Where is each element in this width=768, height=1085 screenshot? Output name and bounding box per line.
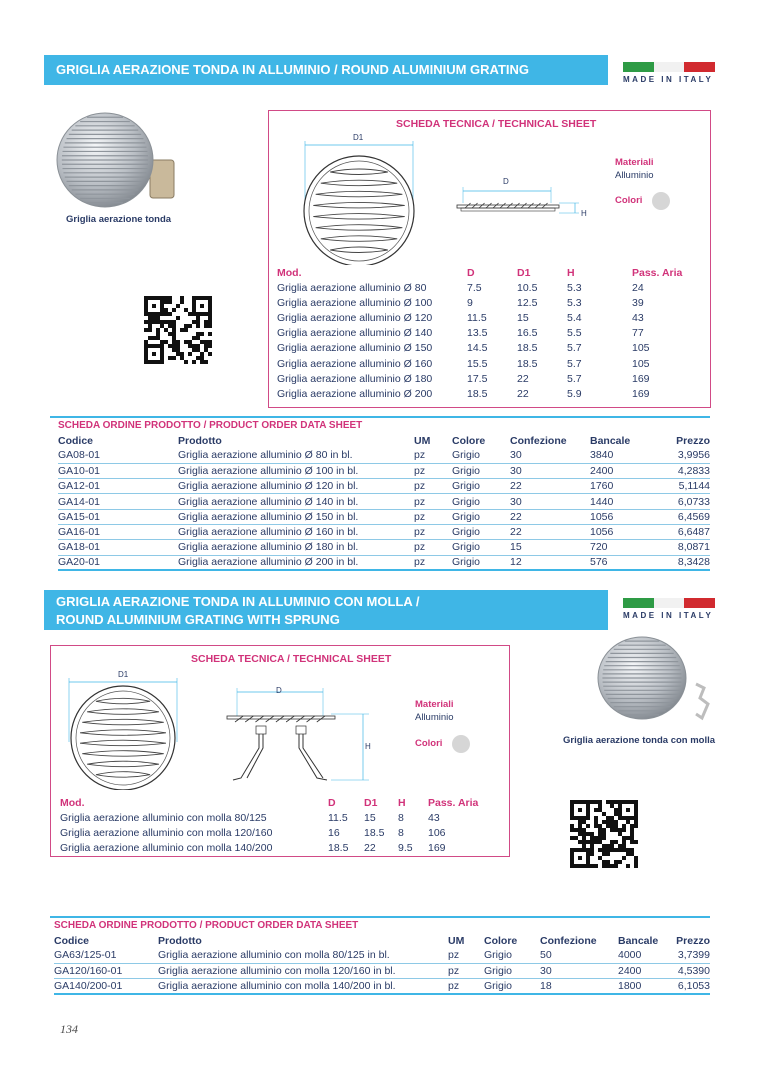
tech-table-row xyxy=(277,386,697,401)
tech-table-row-cell: 16 xyxy=(328,826,340,839)
spring-grating-side-drawing xyxy=(223,686,373,786)
tech-table-body-2 xyxy=(60,810,500,856)
tech-table-row-cell: 5.4 xyxy=(567,311,582,324)
order-table-row-cell: 576 xyxy=(590,555,660,570)
section2-photo-caption: Griglia aerazione tonda con molla xyxy=(563,735,716,746)
tech-table-row-cell: 106 xyxy=(428,826,446,839)
order-table-row-cell: pz xyxy=(414,555,452,570)
order-table-row-cell: Griglia aerazione alluminio Ø 80 in bl. xyxy=(178,448,414,463)
order-table-row-cell: GA63/125-01 xyxy=(54,948,158,963)
tech-table-row-cell: 15.5 xyxy=(467,357,488,370)
col-bancale-2: Bancale xyxy=(618,934,659,947)
tech-table-row-cell: 17.5 xyxy=(467,372,488,385)
tech-table-row-cell: 9.5 xyxy=(398,841,413,854)
dim-d-label: D xyxy=(503,177,509,186)
tech-table-row-cell: 15 xyxy=(364,811,376,824)
tech-table-row-cell: 12.5 xyxy=(517,296,538,309)
order-table-row-cell: 50 xyxy=(540,948,618,963)
order-table-row-cell: 6,4569 xyxy=(660,509,710,524)
tech-table-row-cell: Griglia aerazione alluminio con molla 80/125 xyxy=(60,811,267,824)
tech-sheet-title-2: SCHEDA TECNICA / TECHNICAL SHEET xyxy=(191,653,392,665)
tech-table-row-cell: 11.5 xyxy=(467,311,487,324)
order-table-header-2 xyxy=(54,933,710,948)
col-pass-aria-2: Pass. Aria xyxy=(428,796,479,809)
tech-table-row-cell: 169 xyxy=(428,841,446,854)
order-table-body xyxy=(58,448,710,570)
order-table-row-cell: Grigio xyxy=(452,555,510,570)
spring-grating-front-drawing xyxy=(63,672,183,790)
order-table-row-cell: 6,6487 xyxy=(660,524,710,539)
tech-table-row-cell: 5.7 xyxy=(567,372,582,385)
tech-table-row-cell: 18.5 xyxy=(517,357,538,370)
section1-banner: GRIGLIA AERAZIONE TONDA IN ALLUMINIO / ROUND ALUMINIUM GRATING xyxy=(44,55,608,85)
col-confezione: Confezione xyxy=(510,434,567,447)
order-table-row-cell: 8,0871 xyxy=(660,540,710,555)
order-table-body-2 xyxy=(54,948,710,994)
order-table-row-cell: pz xyxy=(414,540,452,555)
tech-table-row-cell: Griglia aerazione alluminio Ø 180 xyxy=(277,372,433,385)
order-table-row xyxy=(58,494,710,509)
tech-table-row-cell: Griglia aerazione alluminio Ø 160 xyxy=(277,357,433,370)
order-table-row xyxy=(58,555,710,570)
order-table-row-cell: 30 xyxy=(540,963,618,978)
tech-table-row-cell: Griglia aerazione alluminio Ø 80 xyxy=(277,281,427,294)
order-table-row-cell: 3840 xyxy=(590,448,660,463)
tech-table-row-cell: 105 xyxy=(632,342,650,355)
order-table-row-cell: 18 xyxy=(540,979,618,994)
order-table-row-cell: Griglia aerazione alluminio Ø 120 in bl. xyxy=(178,479,414,494)
tech-table-row-cell: 5.9 xyxy=(567,387,582,400)
section2-technical-sheet xyxy=(50,645,510,857)
order-table-row-cell: pz xyxy=(448,963,484,978)
tech-table-row-cell: 18.5 xyxy=(517,342,538,355)
tech-table-row-cell: 169 xyxy=(632,372,650,385)
tech-table-row-cell: 8 xyxy=(398,826,404,839)
order-table-row-cell: pz xyxy=(414,463,452,478)
tech-table-row-cell: 18.5 xyxy=(467,387,488,400)
tech-table-row-cell: 5.5 xyxy=(567,327,582,340)
order-table-row-cell: 4,5390 xyxy=(674,963,710,978)
tech-table-header xyxy=(277,265,697,280)
order-table-row-cell: Grigio xyxy=(452,479,510,494)
tech-table-row-cell: Griglia aerazione alluminio Ø 120 xyxy=(277,311,433,324)
order-table-row-cell: 22 xyxy=(510,524,590,539)
tech-table-row-cell: 13.5 xyxy=(467,327,488,340)
tech-table-row xyxy=(60,825,500,840)
col-prodotto: Prodotto xyxy=(178,434,222,447)
col-prodotto-2: Prodotto xyxy=(158,934,202,947)
tech-table-row-cell: Griglia aerazione alluminio con molla 120/160 xyxy=(60,826,273,839)
qr-code-2 xyxy=(570,800,638,868)
order-table-row-cell: Grigio xyxy=(484,948,540,963)
section1-photo-caption: Griglia aerazione tonda xyxy=(66,214,172,225)
order-table-row-cell: GA140/200-01 xyxy=(54,979,158,994)
order-divider-top-2 xyxy=(50,916,710,918)
order-table-row-cell: Griglia aerazione alluminio Ø 150 in bl. xyxy=(178,509,414,524)
tech-table-header-2 xyxy=(60,795,500,810)
tech-table-row-cell: 24 xyxy=(632,281,644,294)
tech-table-row-cell: 43 xyxy=(632,311,644,324)
tech-table-row-cell: Griglia aerazione alluminio con molla 140/200 xyxy=(60,841,273,854)
tech-table-row-cell: 16.5 xyxy=(517,327,538,340)
order-table-row-cell: GA10-01 xyxy=(58,463,178,478)
col-d-2: D xyxy=(328,796,336,809)
order-table-row-cell: 4,2833 xyxy=(660,463,710,478)
order-table-row-cell: Grigio xyxy=(452,509,510,524)
order-table-row xyxy=(58,524,710,539)
section2-order-table xyxy=(54,933,710,995)
order-table-row-cell: GA08-01 xyxy=(58,448,178,463)
order-table-row-cell: pz xyxy=(414,479,452,494)
order-table-row-cell: GA120/160-01 xyxy=(54,963,158,978)
dim-d1-label: D1 xyxy=(353,133,364,142)
order-table-row-cell: 1760 xyxy=(590,479,660,494)
tech-spec-table-2 xyxy=(60,795,500,856)
col-um-2: UM xyxy=(448,934,465,947)
tech-table-row-cell: 5.3 xyxy=(567,281,582,294)
tech-table-row-cell: Griglia aerazione alluminio Ø 100 xyxy=(277,296,433,309)
materiali-value-2: Alluminio xyxy=(415,712,454,723)
order-table-row-cell: 2400 xyxy=(590,463,660,478)
tech-table-row xyxy=(60,840,500,855)
tech-spec-table xyxy=(277,265,697,402)
tech-table-row-cell: Griglia aerazione alluminio Ø 150 xyxy=(277,342,433,355)
dim-h-label: H xyxy=(581,209,587,218)
order-table-row-cell: Griglia aerazione alluminio con molla 80/125 in bl. xyxy=(158,948,448,963)
order-table-row-cell: pz xyxy=(414,509,452,524)
grating-side-drawing xyxy=(449,181,589,231)
tech-table-row-cell: 77 xyxy=(632,327,644,340)
materiali-label: Materiali xyxy=(615,157,654,168)
col-codice: Codice xyxy=(58,434,94,447)
tech-table-row xyxy=(277,295,697,310)
order-table-row-cell: 6,1053 xyxy=(674,979,710,994)
order-table-row-cell: 1056 xyxy=(590,524,660,539)
colori-label: Colori xyxy=(615,195,643,206)
order-table-row-cell: 720 xyxy=(590,540,660,555)
tech-table-row-cell: 11.5 xyxy=(328,811,348,824)
order-table-row xyxy=(54,963,710,978)
order-table-row xyxy=(58,463,710,478)
order-table-row-cell: pz xyxy=(448,979,484,994)
section2-banner-line2: ROUND ALUMINIUM GRATING WITH SPRUNG xyxy=(56,612,340,627)
col-d: D xyxy=(467,266,475,279)
order-table-row-cell: 1056 xyxy=(590,509,660,524)
order-table-row-cell: pz xyxy=(414,524,452,539)
order-table-row xyxy=(58,448,710,463)
tech-table-row xyxy=(277,371,697,386)
order-table-row-cell: 8,3428 xyxy=(660,555,710,570)
order-table-row-cell: Griglia aerazione alluminio con molla 120/160 in bl. xyxy=(158,963,448,978)
order-table-row-cell: 3,7399 xyxy=(674,948,710,963)
order-table-row-cell: Grigio xyxy=(452,540,510,555)
col-bancale: Bancale xyxy=(590,434,631,447)
dim-d1-label-2: D1 xyxy=(118,670,129,679)
order-table-row-cell: Griglia aerazione alluminio Ø 100 in bl. xyxy=(178,463,414,478)
order-table-row-cell: GA20-01 xyxy=(58,555,178,570)
order-table-row-cell: Grigio xyxy=(484,963,540,978)
order-table-row-cell: 30 xyxy=(510,448,590,463)
tech-table-row xyxy=(277,341,697,356)
tech-table-row-cell: 105 xyxy=(632,357,650,370)
order-table-row-cell: Griglia aerazione alluminio Ø 180 in bl. xyxy=(178,540,414,555)
col-mod-2: Mod. xyxy=(60,796,85,809)
section1-technical-sheet xyxy=(268,110,711,408)
order-table-row-cell: pz xyxy=(414,494,452,509)
round-grating-photo xyxy=(50,110,180,210)
order-table-row-cell: Griglia aerazione alluminio con molla 140/200 in bl. xyxy=(158,979,448,994)
order-table-row xyxy=(58,540,710,555)
tech-table-row-cell: 7.5 xyxy=(467,281,482,294)
col-colore: Colore xyxy=(452,434,486,447)
order-table-row-cell: GA14-01 xyxy=(58,494,178,509)
order-table-row-cell: 1440 xyxy=(590,494,660,509)
col-prezzo-2: Prezzo xyxy=(676,934,710,947)
order-table-row-cell: Griglia aerazione alluminio Ø 200 in bl. xyxy=(178,555,414,570)
order-table-row-cell: GA12-01 xyxy=(58,479,178,494)
made-in-italy-label-2: MADE IN ITALY xyxy=(623,611,714,620)
order-table-row-cell: Grigio xyxy=(484,979,540,994)
col-h: H xyxy=(567,266,575,279)
materiali-label-2: Materiali xyxy=(415,699,454,710)
section2-banner xyxy=(44,590,608,630)
order-table-row-cell: GA16-01 xyxy=(58,524,178,539)
made-in-italy-label: MADE IN ITALY xyxy=(623,75,714,84)
tech-table-row-cell: 39 xyxy=(632,296,644,309)
tech-table-row xyxy=(60,810,500,825)
round-grating-spring-photo xyxy=(592,636,722,726)
order-table-row-cell: 3,9956 xyxy=(660,448,710,463)
col-h-2: H xyxy=(398,796,406,809)
section1-order-table xyxy=(58,433,710,571)
tech-table-row xyxy=(277,356,697,371)
tech-table-row-cell: 22 xyxy=(517,372,529,385)
tech-table-body xyxy=(277,280,697,402)
tech-table-row-cell: 5.3 xyxy=(567,296,582,309)
order-table-row-cell: 2400 xyxy=(618,963,674,978)
tech-table-row-cell: Griglia aerazione alluminio Ø 200 xyxy=(277,387,433,400)
tech-table-row xyxy=(277,310,697,325)
order-table-row-cell: 30 xyxy=(510,463,590,478)
order-table-row-cell: 6,0733 xyxy=(660,494,710,509)
colori-label-2: Colori xyxy=(415,738,443,749)
order-table-row-cell: Griglia aerazione alluminio Ø 140 in bl. xyxy=(178,494,414,509)
grating-front-drawing xyxy=(299,135,419,265)
order-table-row-cell: 30 xyxy=(510,494,590,509)
order-table-row-cell: Grigio xyxy=(452,463,510,478)
order-table-row xyxy=(58,479,710,494)
dim-h-label-2: H xyxy=(365,742,371,751)
order-table-row-cell: GA15-01 xyxy=(58,509,178,524)
order-table-row-cell: 22 xyxy=(510,479,590,494)
col-pass-aria: Pass. Aria xyxy=(632,266,683,279)
order-table-row-cell: GA18-01 xyxy=(58,540,178,555)
order-table-header xyxy=(58,433,710,448)
section2-banner-line1: GRIGLIA AERAZIONE TONDA IN ALLUMINIO CON MOLLA / xyxy=(56,594,420,609)
order-table-row-cell: 22 xyxy=(510,509,590,524)
order-table-row xyxy=(54,948,710,963)
order-table-row-cell: 12 xyxy=(510,555,590,570)
materiali-value: Alluminio xyxy=(615,170,654,181)
section1-order-title: SCHEDA ORDINE PRODOTTO / PRODUCT ORDER DATA SHEET xyxy=(58,420,363,431)
color-swatch-grey xyxy=(652,192,670,210)
order-table-row-cell: Grigio xyxy=(452,448,510,463)
col-confezione-2: Confezione xyxy=(540,934,597,947)
tech-table-row-cell: 22 xyxy=(517,387,529,400)
col-um: UM xyxy=(414,434,431,447)
tech-table-row-cell: 169 xyxy=(632,387,650,400)
order-table-row-cell: 1800 xyxy=(618,979,674,994)
tech-table-row-cell: Griglia aerazione alluminio Ø 140 xyxy=(277,327,433,340)
order-table-row-cell: 5,1144 xyxy=(660,479,710,494)
order-table-row-cell: pz xyxy=(414,448,452,463)
order-table-row-cell: 4000 xyxy=(618,948,674,963)
tech-table-row-cell: 8 xyxy=(398,811,404,824)
col-mod: Mod. xyxy=(277,266,302,279)
col-prezzo: Prezzo xyxy=(676,434,710,447)
col-d1-2: D1 xyxy=(364,796,378,809)
made-in-italy-flag xyxy=(623,62,715,84)
tech-table-row xyxy=(277,280,697,295)
order-table-row-cell: pz xyxy=(448,948,484,963)
tech-table-row-cell: 15 xyxy=(517,311,529,324)
tech-table-row-cell: 10.5 xyxy=(517,281,538,294)
qr-code-1 xyxy=(144,296,212,364)
order-table-row-cell: Grigio xyxy=(452,524,510,539)
tech-table-row-cell: 5.7 xyxy=(567,342,582,355)
tech-table-row-cell: 5.7 xyxy=(567,357,582,370)
order-divider-top xyxy=(50,416,710,418)
tech-table-row-cell: 22 xyxy=(364,841,376,854)
order-table-row xyxy=(58,509,710,524)
order-table-row xyxy=(54,979,710,994)
section2-order-title: SCHEDA ORDINE PRODOTTO / PRODUCT ORDER DATA SHEET xyxy=(54,920,359,931)
tech-table-row-cell: 43 xyxy=(428,811,440,824)
tech-table-row-cell: 9 xyxy=(467,296,473,309)
made-in-italy-flag-2 xyxy=(623,598,715,620)
color-swatch-grey-2 xyxy=(452,735,470,753)
order-table-row-cell: Grigio xyxy=(452,494,510,509)
order-table-row-cell: 15 xyxy=(510,540,590,555)
tech-table-row-cell: 14.5 xyxy=(467,342,488,355)
dim-d-label-2: D xyxy=(276,686,282,695)
tech-table-row-cell: 18.5 xyxy=(328,841,349,854)
col-codice-2: Codice xyxy=(54,934,90,947)
col-colore-2: Colore xyxy=(484,934,518,947)
page-number: 134 xyxy=(60,1022,78,1036)
order-table-row-cell: Griglia aerazione alluminio Ø 160 in bl. xyxy=(178,524,414,539)
tech-table-row-cell: 18.5 xyxy=(364,826,385,839)
col-d1: D1 xyxy=(517,266,531,279)
tech-table-row xyxy=(277,326,697,341)
tech-sheet-title: SCHEDA TECNICA / TECHNICAL SHEET xyxy=(396,118,597,130)
